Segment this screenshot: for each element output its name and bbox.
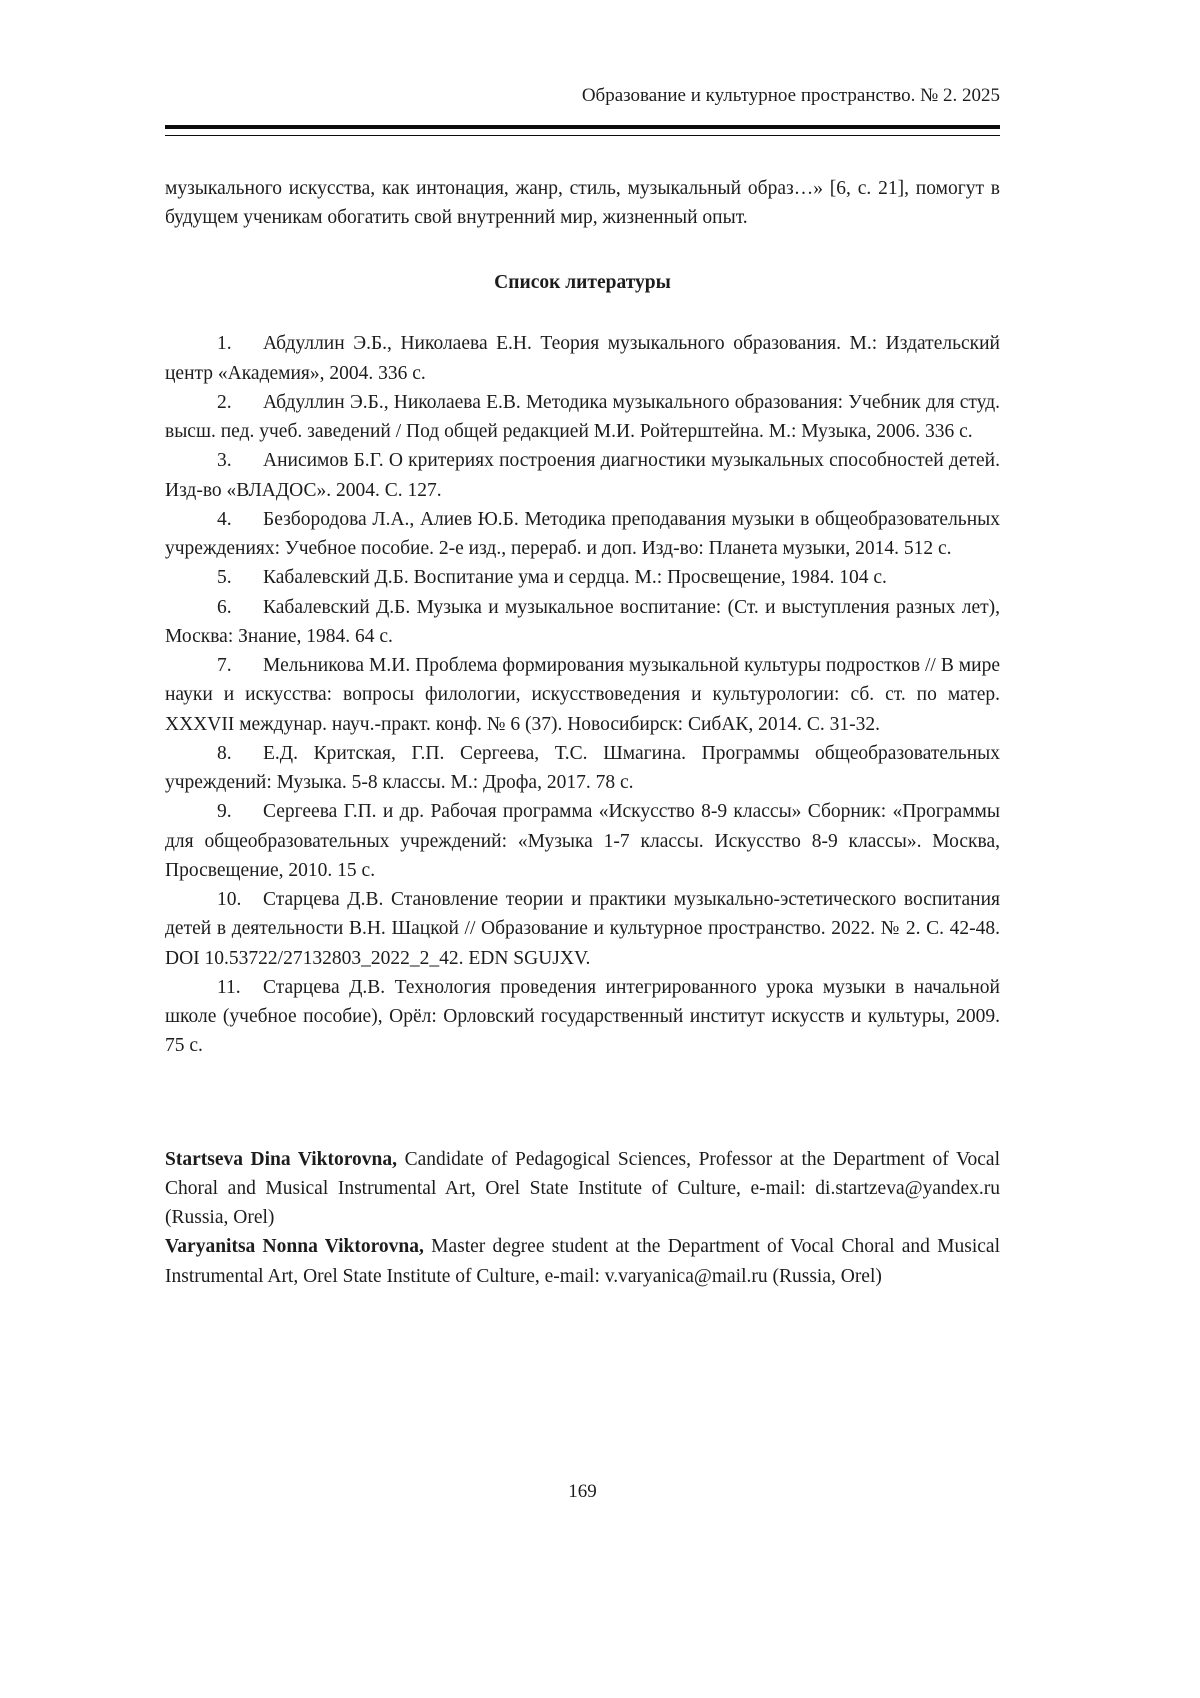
reference-text: Анисимов Б.Г. О критериях построения диагностики музыкальных способностей детей. Изд-во «ВЛАДОС». 2004. С. 127. bbox=[165, 450, 1000, 501]
reference-text: Мельникова М.И. Проблема формирования музыкальной культуры подростков // В мире науки и искусства: вопросы филологии, искусствоведения и культурологии: сб. ст. по матер. XXXVII междунар. науч.-практ. конф. № 6 (37). Новосибирск: СибАК, 2014. С. 31-32. bbox=[165, 655, 1000, 735]
reference-item bbox=[165, 505, 1000, 564]
author-name: Varyanitsa Nonna Viktorovna, bbox=[165, 1236, 424, 1258]
reference-number: 8. bbox=[217, 742, 232, 764]
reference-number: 7. bbox=[217, 655, 232, 676]
reference-item bbox=[165, 973, 1000, 1061]
reference-item bbox=[165, 388, 1000, 447]
reference-item bbox=[165, 593, 1000, 652]
reference-number: 11. bbox=[217, 976, 241, 998]
author-name: Startseva Dina Viktorovna, bbox=[165, 1148, 398, 1170]
reference-item bbox=[165, 329, 1000, 388]
header-double-rule bbox=[165, 125, 1000, 136]
authors-section bbox=[165, 1145, 1000, 1291]
reference-number: 1. bbox=[217, 333, 232, 355]
reference-number: 2. bbox=[217, 391, 232, 413]
reference-item bbox=[165, 651, 1000, 739]
author-details: Master degree student at the Department of Vocal Choral and Musical Instrumental Art, Orel State Institute of Culture, e-mail: v.varyanica@mail.ru (Russia, Orel) bbox=[165, 1236, 1001, 1287]
reference-item bbox=[165, 446, 1000, 505]
author-paragraph bbox=[165, 1145, 1000, 1233]
reference-number: 3. bbox=[217, 450, 232, 472]
reference-text: Старцева Д.В. Технология проведения интегрированного урока музыки в начальной школе (учебное пособие), Орёл: Орловский государственный институт искусств и культуры, 2009. 75 с. bbox=[165, 976, 1000, 1057]
reference-text: Е.Д. Критская, Г.П. Сергеева, Т.С. Шмагина. Программы общеобразовательных учреждений: Музыка. 5-8 классы. М.: Дрофа, 2017. 78 с. bbox=[165, 742, 1000, 793]
references-list bbox=[165, 329, 1000, 1060]
reference-number: 9. bbox=[217, 801, 232, 823]
reference-text: Абдуллин Э.Б., Николаева Е.Н. Теория музыкального образования. М.: Издательский центр «Академия», 2004. 336 с. bbox=[165, 333, 1000, 384]
reference-item bbox=[165, 797, 1000, 885]
reference-item bbox=[165, 885, 1000, 973]
reference-number: 5. bbox=[217, 567, 232, 589]
reference-item bbox=[165, 739, 1000, 798]
reference-number: 6. bbox=[217, 596, 232, 618]
intro-paragraph: музыкального искусства, как интонация, жанр, стиль, музыкальный образ…» [6, с. 21], помогут в будущем ученикам обогатить свой внутренний мир, жизненный опыт. bbox=[165, 177, 1000, 228]
running-head: Образование и культурное пространство. № 2. 2025 bbox=[581, 85, 1000, 106]
author-paragraph bbox=[165, 1232, 1000, 1291]
reference-text: Абдуллин Э.Б., Николаева Е.В. Методика музыкального образования: Учебник для студ. высш. пед. учеб. заведений / Под общей редакцией М.И. Ройтерштейна. М.: Музыка, 2006. 336 с. bbox=[165, 391, 1000, 442]
references-heading: Список литературы bbox=[494, 272, 671, 293]
reference-text: Безбородова Л.А., Алиев Ю.Б. Методика преподавания музыки в общеобразовательных учреждениях: Учебное пособие. 2-е изд., перераб. и доп. Изд-во: Планета музыки, 2014. 512 с. bbox=[165, 508, 1000, 559]
reference-item bbox=[165, 563, 1000, 592]
reference-number: 4. bbox=[217, 508, 232, 530]
page-number: 169 bbox=[568, 1480, 597, 1502]
reference-number: 10. bbox=[217, 889, 242, 910]
reference-text: Кабалевский Д.Б. Музыка и музыкальное воспитание: (Ст. и выступления разных лет), Москва: Знание, 1984. 64 с. bbox=[165, 596, 1000, 647]
reference-text: Сергеева Г.П. и др. Рабочая программа «Искусство 8-9 классы» Сборник: «Программы для общеобразовательных учреждений: «Музыка 1-7 классы. Искусство 8-9 классы». Москва, Просвещение, 2010. 15 с. bbox=[165, 801, 1000, 881]
reference-text: Кабалевский Д.Б. Воспитание ума и сердца. М.: Просвещение, 1984. 104 с. bbox=[263, 567, 887, 589]
author-details: Candidate of Pedagogical Sciences, Professor at the Department of Vocal Choral and Musical Instrumental Art, Orel State Institute of Culture, e-mail: di.startzeva@yandex.ru (Russia, Orel) bbox=[165, 1148, 1000, 1228]
reference-text: Старцева Д.В. Становление теории и практики музыкально-эстетического воспитания детей в деятельности В.Н. Шацкой // Образование и культурное пространство. 2022. № 2. С. 42-48. DOI 10.53722/27132803_2022_2_42. EDN SGUJXV. bbox=[165, 889, 1000, 969]
